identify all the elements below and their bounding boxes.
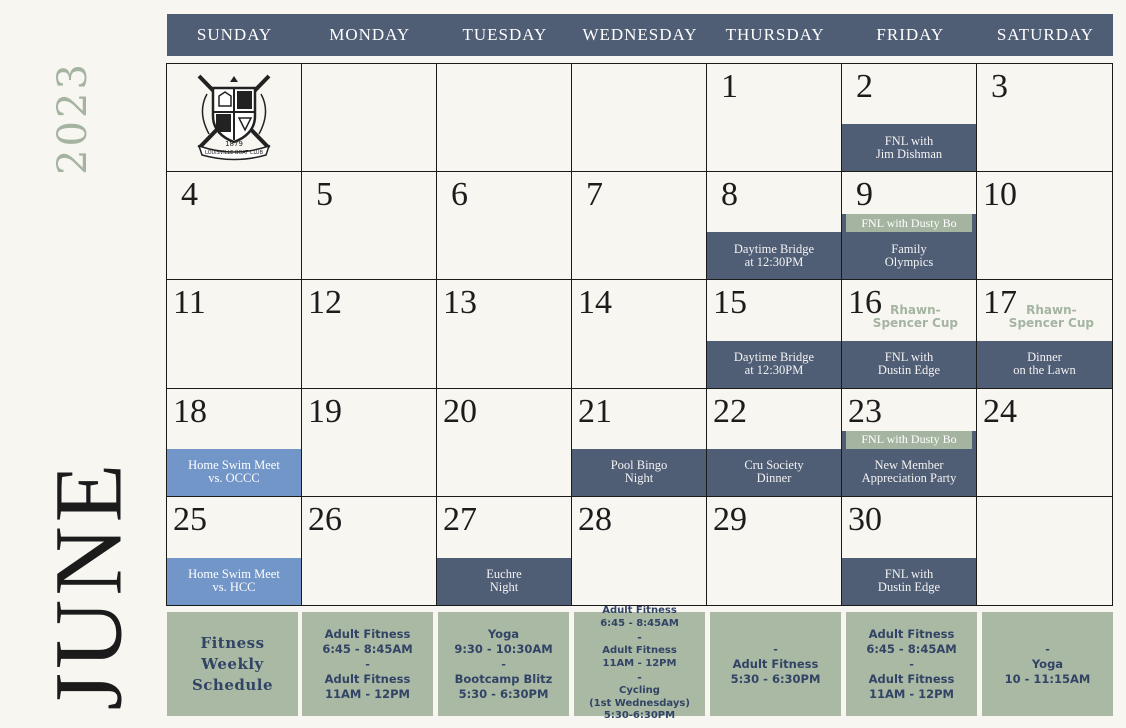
day-cell-23 — [842, 389, 977, 497]
day-cell-24 — [977, 389, 1112, 497]
day-number: 3 — [991, 68, 1008, 105]
event-block: Euchre Night — [437, 558, 571, 605]
empty-day-cell — [437, 64, 572, 172]
day-cell-12 — [302, 280, 437, 388]
day-cell-21 — [572, 389, 707, 497]
event-block — [842, 214, 976, 279]
day-cell-14 — [572, 280, 707, 388]
day-number: 15 — [713, 284, 747, 322]
fitness-line: Adult Fitness — [868, 671, 955, 686]
day-number: 26 — [308, 500, 342, 538]
fitness-line: - — [1045, 642, 1050, 656]
day-cell-5 — [302, 172, 437, 280]
fitness-line: Adult Fitness — [324, 671, 411, 686]
side-event-label: Rhawn- Spencer Cup — [1008, 303, 1094, 331]
day-number: 27 — [443, 500, 477, 538]
crest-club-name: LOUISVILLE BOAT CLUB — [204, 150, 264, 156]
weekday-friday: FRIDAY — [876, 25, 945, 44]
fitness-line: Adult Fitness — [732, 656, 819, 671]
fitness-line: (1st Wednesdays) — [589, 697, 690, 709]
day-number: 25 — [173, 500, 207, 538]
event-block: Pool Bingo Night — [572, 449, 706, 496]
day-number: 28 — [578, 500, 612, 538]
day-cell-8 — [707, 172, 842, 280]
day-cell-3 — [977, 64, 1112, 172]
side-event-label: Rhawn- Spencer Cup — [872, 303, 958, 331]
day-number: 14 — [578, 284, 612, 322]
day-number: 1 — [721, 68, 738, 105]
weekday-sunday: SUNDAY — [196, 25, 273, 44]
fitness-line: 5:30 - 6:30PM — [458, 686, 549, 701]
day-cell-18 — [167, 389, 302, 497]
fitness-line: Adult Fitness — [868, 626, 955, 641]
day-cell-27 — [437, 497, 572, 605]
fitness-line: - — [637, 631, 642, 645]
crest-year: 1879 — [225, 140, 243, 148]
day-number: 29 — [713, 500, 747, 538]
day-number: 18 — [173, 392, 207, 430]
fitness-line: - — [773, 642, 778, 656]
fitness-line: 6:45 - 8:45AM — [866, 641, 957, 656]
fitness-line: Adult Fitness — [324, 626, 411, 641]
day-number: 30 — [848, 500, 882, 538]
fitness-line: 5:30 - 6:30PM — [730, 671, 821, 686]
day-number: 11 — [173, 284, 206, 322]
fitness-day-4 — [846, 612, 977, 716]
day-cell-26 — [302, 497, 437, 605]
event-block: FNL with Dustin Edge — [842, 558, 976, 605]
event-block: Dinner on the Lawn — [977, 341, 1112, 388]
weekday-saturday: SATURDAY — [996, 25, 1094, 44]
day-number: 17 — [983, 284, 1017, 322]
fitness-line: 10 - 11:15AM — [1004, 671, 1091, 686]
day-cell-22 — [707, 389, 842, 497]
day-cell-29 — [707, 497, 842, 605]
fitness-day-1 — [438, 612, 569, 716]
day-cell-20 — [437, 389, 572, 497]
fitness-day-5 — [982, 612, 1113, 716]
day-cell-11 — [167, 280, 302, 388]
event-banner: FNL with Dusty Bo — [846, 431, 972, 449]
day-cell-16 — [842, 280, 977, 388]
event-text: New Member Appreciation Party — [861, 458, 957, 486]
calendar-grid — [166, 63, 1113, 606]
fitness-line: 6:45 - 8:45AM — [600, 617, 679, 629]
event-block — [842, 431, 976, 496]
day-cell-19 — [302, 389, 437, 497]
day-number: 8 — [721, 176, 738, 214]
day-cell-17 — [977, 280, 1112, 388]
fitness-line: 6:45 - 8:45AM — [322, 641, 413, 656]
day-cell-2 — [842, 64, 977, 172]
day-number: 4 — [181, 176, 198, 214]
day-cell-6 — [437, 172, 572, 280]
day-cell-13 — [437, 280, 572, 388]
fitness-line: Yoga — [1031, 656, 1064, 671]
fitness-line: - — [637, 671, 642, 685]
fitness-line: 11AM - 12PM — [324, 686, 410, 701]
day-number: 13 — [443, 284, 477, 322]
day-number: 9 — [856, 176, 873, 214]
day-number: 6 — [451, 176, 468, 214]
day-cell-28 — [572, 497, 707, 605]
event-block: Daytime Bridge at 12:30PM — [707, 341, 841, 388]
day-number: 24 — [983, 392, 1017, 430]
event-block: Home Swim Meet vs. OCCC — [167, 449, 301, 496]
fitness-line: 11AM - 12PM — [602, 657, 677, 669]
club-crest-logo — [193, 72, 275, 166]
day-number: 12 — [308, 284, 342, 322]
fitness-line: - — [909, 657, 914, 671]
fitness-line: Cycling — [619, 685, 660, 697]
fitness-day-2 — [574, 605, 705, 722]
day-cell-30 — [842, 497, 977, 605]
day-cell-10 — [977, 172, 1112, 280]
event-text: Family Olympics — [884, 241, 934, 269]
empty-day-cell — [167, 64, 302, 172]
weekday-tuesday: TUESDAY — [462, 25, 548, 44]
fitness-line: 5:30-6:30PM — [603, 710, 676, 722]
fitness-line: - — [365, 657, 370, 671]
event-block: FNL with Jim Dishman — [842, 124, 976, 171]
fitness-line: 9:30 - 10:30AM — [454, 641, 553, 656]
fitness-line: Yoga — [487, 626, 520, 641]
fitness-day-0 — [302, 612, 433, 716]
event-block: Home Swim Meet vs. HCC — [167, 558, 301, 605]
empty-day-cell — [302, 64, 437, 172]
weekday-thursday: THURSDAY — [725, 25, 825, 44]
event-block: Cru Society Dinner — [707, 449, 841, 496]
day-number: 20 — [443, 392, 477, 430]
day-number: 22 — [713, 392, 747, 430]
empty-day-cell — [977, 497, 1112, 605]
event-banner: FNL with Dusty Bo — [846, 214, 972, 232]
fitness-line: Adult Fitness — [602, 645, 677, 657]
event-block: Daytime Bridge at 12:30PM — [707, 232, 841, 279]
fitness-line: 11AM - 12PM — [868, 686, 954, 701]
event-block: FNL with Dustin Edge — [842, 341, 976, 388]
day-number: 21 — [578, 392, 612, 430]
month-label: JUNE — [34, 459, 142, 711]
weekday-monday: MONDAY — [329, 25, 411, 44]
weekday-wednesday: WEDNESDAY — [582, 25, 698, 44]
day-cell-9 — [842, 172, 977, 280]
day-cell-15 — [707, 280, 842, 388]
day-number: 23 — [848, 392, 882, 430]
fitness-line: Adult Fitness — [602, 605, 677, 617]
fitness-title-block — [167, 612, 298, 716]
day-number: 19 — [308, 392, 342, 430]
day-number: 2 — [856, 68, 873, 105]
day-cell-25 — [167, 497, 302, 605]
fitness-line: - — [501, 657, 506, 671]
year-label: 2023 — [50, 61, 96, 175]
fitness-line: Bootcamp Blitz — [454, 671, 553, 686]
day-cell-4 — [167, 172, 302, 280]
fitness-day-3 — [710, 612, 841, 716]
day-cell-1 — [707, 64, 842, 172]
day-number: 16 — [848, 284, 882, 322]
day-number: 7 — [586, 176, 603, 214]
empty-day-cell — [572, 64, 707, 172]
day-number: 10 — [983, 176, 1017, 214]
day-number: 5 — [316, 176, 333, 214]
day-cell-7 — [572, 172, 707, 280]
fitness-title: Fitness Weekly Schedule — [191, 633, 274, 694]
weekday-header — [167, 14, 1113, 56]
